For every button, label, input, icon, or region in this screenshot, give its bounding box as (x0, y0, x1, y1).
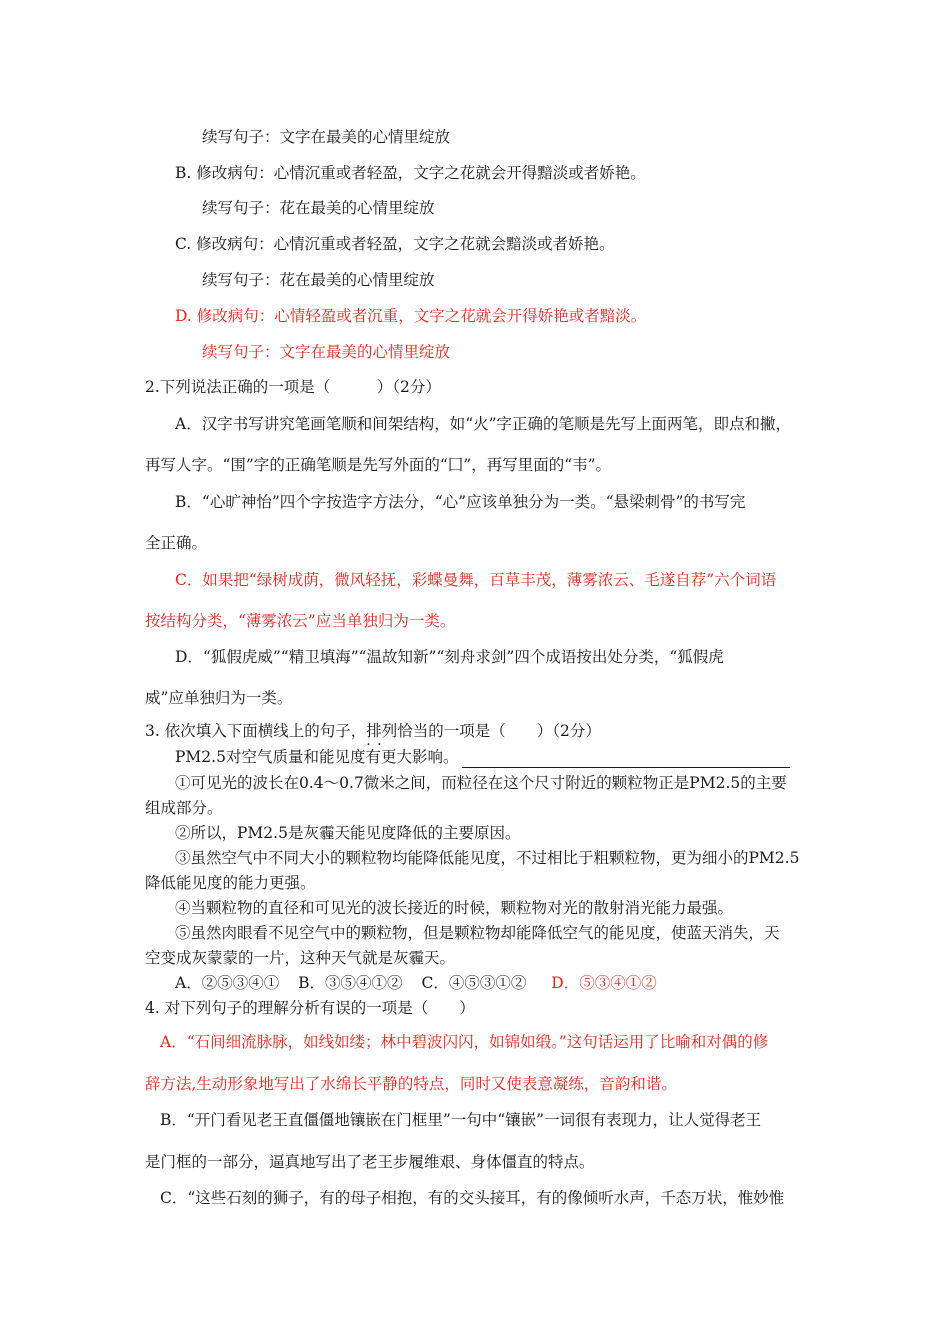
q4-option-b-line2: 是门框的一部分，逼真地写出了老王步履维艰、身体僵直的特点。 (145, 1153, 595, 1171)
q3-lead-text: PM2.5对空气质量和能见度有更大影响。 (175, 748, 459, 766)
q3-sentence-5-line1: ⑤虽然肉眼看不见空气中的颗粒物，但是颗粒物却能降低空气的能见度，使蓝天消失，天 (175, 924, 780, 942)
q3-options (175, 972, 657, 994)
q3-stem (145, 720, 601, 742)
q2-option-d-line1: D．“狐假虎威”“精卫填海”“温故知新”“刻舟求剑”四个成语按出处分类，“狐假虎 (175, 648, 724, 666)
q3-sentence-3-line2: 降低能见度的能力更强。 (145, 874, 316, 892)
q2-option-c-line2-answer: 按结构分类，“薄雾浓云”应当单独归为一类。 (145, 612, 456, 630)
q3-option-b: B．③⑤④①② (298, 974, 403, 992)
q2-option-b-line1: B．“心旷神怡”四个字按造字方法分，“心”应该单独分为一类。“悬梁刺骨”的书写完 (175, 493, 746, 511)
q2-option-a-line2: 再写人字。“围”字的正确笔顺是先写外面的“囗”，再写里面的“韦”。 (145, 456, 612, 474)
q4-stem: 4. 对下列句子的理解分析有误的一项是（ ） (145, 999, 475, 1017)
q3-sentence-3-line1: ③虽然空气中不同大小的颗粒物均能降低能见度，不过相比于粗颗粒物，更为细小的PM2.5 (175, 849, 800, 867)
q3-answer-blank (462, 751, 790, 768)
q3-option-c: C．④⑤③①② (421, 974, 527, 992)
q1-option-a-continue: 续写句子：文字在最美的心情里绽放 (202, 128, 451, 146)
q1-option-c-continue: 续写句子：花在最美的心情里绽放 (202, 271, 435, 289)
q1-option-d-fix-answer: D. 修改病句：心情轻盈或者沉重，文字之花就会开得娇艳或者黯淡。 (175, 307, 647, 325)
q2-option-c-line1-answer: C．如果把“绿树成荫，微风轻抚，彩蝶曼舞，百草丰茂，薄雾浓云、毛遂自荐”六个词语 (175, 571, 777, 589)
q4-option-c-line1: C．“这些石刻的狮子，有的母子相抱，有的交头接耳，有的像倾听水声，千态万状，惟妙惟 (160, 1189, 785, 1207)
q3-sentence-4: ④当颗粒物的直径和可见光的波长接近的时候，颗粒物对光的散射消光能力最强。 (175, 899, 734, 917)
q4-option-a-line1-answer: A．“石间细流脉脉，如线如缕；林中碧波闪闪，如锦如缎。”这句话运用了比喻和对偶的修 (160, 1033, 769, 1051)
q3-stem-pre: 3. 依次填入下面横线上的句子， (145, 722, 367, 740)
q1-option-c-fix: C. 修改病句：心情沉重或者轻盈，文字之花就会黯淡或者娇艳。 (175, 235, 615, 253)
q3-lead-sentence (175, 746, 790, 768)
q2-stem: 2.下列说法正确的一项是（ ）（2分） (145, 378, 441, 396)
q3-option-d-answer: D．⑤③④①② (551, 974, 657, 992)
q2-option-d-line2: 威”应单独归为一类。 (145, 689, 293, 707)
q4-option-b-line1: B．“开门看见老王直僵僵地镶嵌在门框里”一句中“镶嵌”一词很有表现力，让人觉得老王 (160, 1111, 762, 1129)
q4-option-a-line2-answer: 辞方法,生动形象地写出了水绵长平静的特点，同时又使表意凝练，音韵和谐。 (145, 1075, 677, 1093)
q1-option-b-continue: 续写句子：花在最美的心情里绽放 (202, 199, 435, 217)
q3-stem-emphasis: 排列 · · (366, 722, 397, 740)
q1-option-d-continue-answer: 续写句子：文字在最美的心情里绽放 (202, 343, 451, 361)
q2-option-b-line2: 全正确。 (145, 534, 208, 552)
q3-sentence-1-line2: 组成部分。 (145, 799, 223, 817)
q3-sentence-1-line1: ①可见光的波长在0.4～0.7微米之间，而粒径在这个尺寸附近的颗粒物正是PM2.5的主要 (175, 774, 787, 792)
q3-option-a: A．②⑤③④① (175, 974, 280, 992)
q3-stem-post: 恰当的一项是（ ）（2分） (397, 722, 601, 740)
q3-sentence-5-line2: 空变成灰蒙蒙的一片，这种天气就是灰霾天。 (145, 949, 456, 967)
q1-option-b-fix: B. 修改病句：心情沉重或者轻盈，文字之花就会开得黯淡或者娇艳。 (175, 164, 646, 182)
q2-option-a-line1: A．汉字书写讲究笔画笔顺和间架结构，如“火”字正确的笔顺是先写上面两笔，即点和撇， (175, 415, 792, 433)
q3-sentence-2: ②所以，PM2.5是灰霾天能见度降低的主要原因。 (175, 824, 521, 842)
